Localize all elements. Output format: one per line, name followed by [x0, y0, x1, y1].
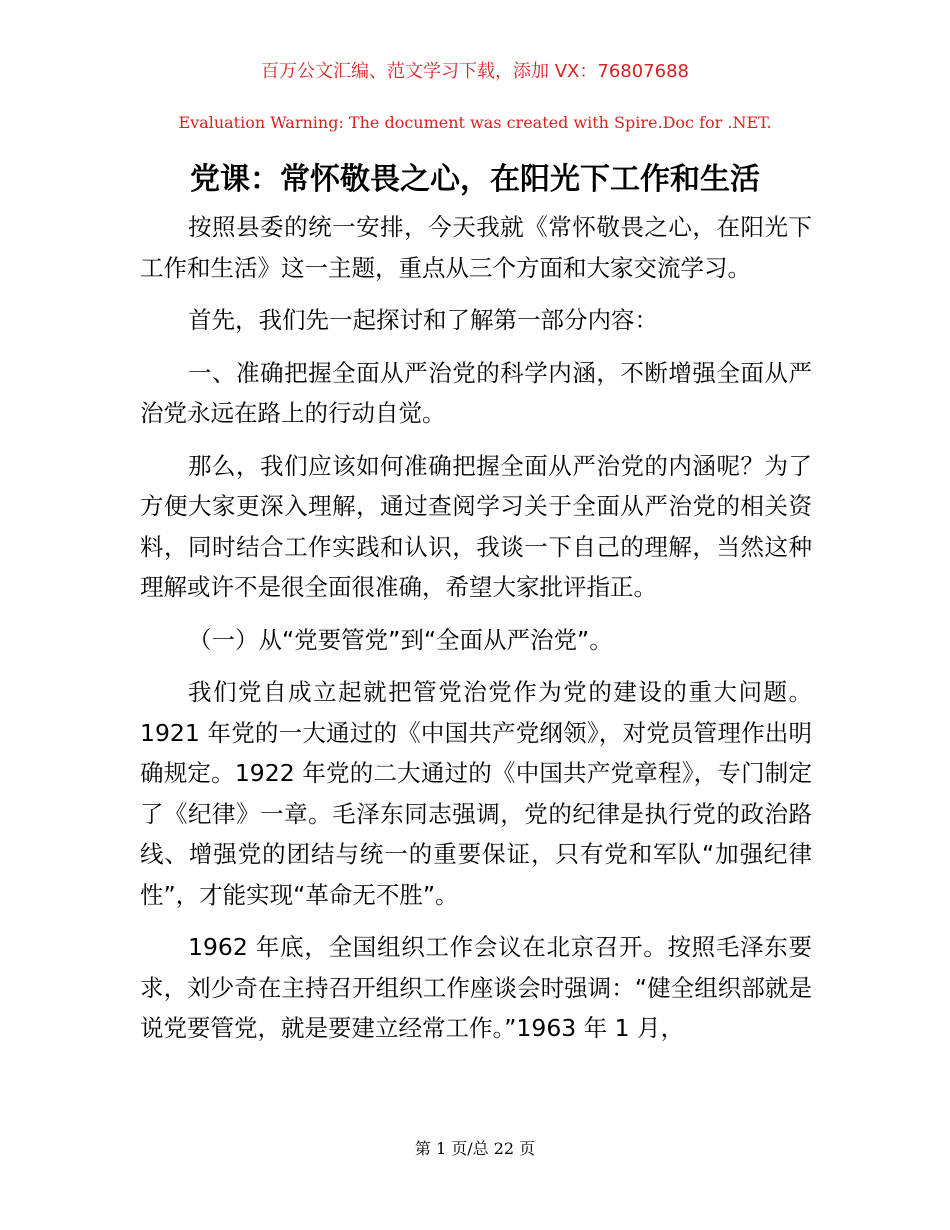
paragraph: 1962 年底，全国组织工作会议在北京召开。按照毛泽东要求，刘少奇在主持召开组织工作座谈会时强调：“健全组织部就是说党要管党，就是要建立经常工作。”1963 年 1 月， — [140, 933, 812, 1042]
paragraph: 首先，我们先一起探讨和了解第一部分内容： — [188, 306, 658, 334]
promo-banner: 百万公文汇编、范文学习下载，添加 VX：76807688 — [261, 61, 689, 82]
paragraph: 按照县委的统一安排，今天我就《常怀敬畏之心，在阳光下工作和生活》这一主题，重点从三个方面和大家交流学习。 — [140, 213, 812, 282]
document-title: 党课：常怀敬畏之心，在阳光下工作和生活 — [190, 162, 760, 197]
page-number-footer: 第 1 页/总 22 页 — [414, 1139, 536, 1158]
section-heading: 一、准确把握全面从严治党的科学内涵，不断增强全面从严治党永远在路上的行动自觉。 — [140, 358, 812, 427]
evaluation-warning: Evaluation Warning: The document was created with Spire.Doc for .NET. — [178, 113, 772, 132]
paragraph: 我们党自成立起就把管党治党作为党的建设的重大问题。1921 年党的一大通过的《中国共产党纲领》，对党员管理作出明确规定。1922 年党的二大通过的《中国共产党章程》，专门制定了《纪律》一章。毛泽东同志强调，党的纪律是执行党的政治路线、增强党的团结与统一的重要保证，只有党和军队“加强纪律性”，才能实现“革命无不胜”。 — [140, 678, 812, 909]
subsection-heading: （一）从“党要管党”到“全面从严治党”。 — [188, 625, 613, 654]
paragraph: 那么，我们应该如何准确把握全面从严治党的内涵呢？为了方便大家更深入理解，通过查阅学习关于全面从严治党的相关资料，同时结合工作实践和认识，我谈一下自己的理解，当然这种理解或许不是很全面很准确，希望大家批评指正。 — [140, 451, 812, 601]
document-body — [140, 207, 812, 1061]
